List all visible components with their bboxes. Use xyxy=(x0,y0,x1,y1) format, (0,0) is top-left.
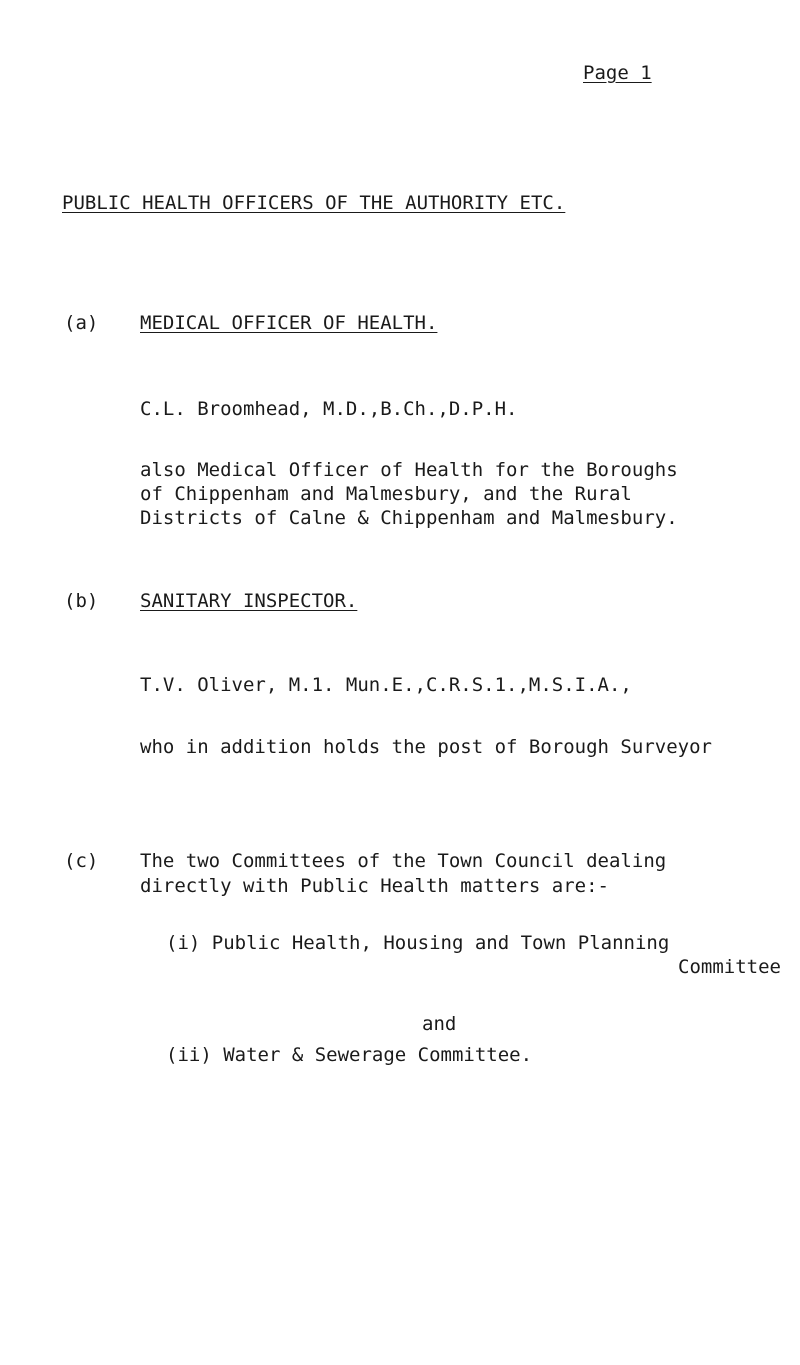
medical-officer-name: C.L. Broomhead, M.D.,B.Ch.,D.P.H. xyxy=(140,398,518,420)
committee-item-2: (ii) Water & Sewerage Committee. xyxy=(166,1044,533,1066)
medical-officer-line: also Medical Officer of Health for the Boroughs xyxy=(140,459,678,481)
document-title: PUBLIC HEALTH OFFICERS OF THE AUTHORITY ETC. xyxy=(62,192,566,214)
section-b-heading: SANITARY INSPECTOR. xyxy=(140,590,358,612)
medical-officer-line: Districts of Calne & Chippenham and Malmesbury. xyxy=(140,507,678,529)
page-number: Page 1 xyxy=(583,62,652,84)
committee-item-1-continued: Committee xyxy=(678,956,781,978)
committee-conjunction: and xyxy=(422,1013,457,1035)
section-a-label: (a) xyxy=(64,312,99,334)
committee-item-1: (i) Public Health, Housing and Town Planning xyxy=(166,932,670,954)
medical-officer-line: of Chippenham and Malmesbury, and the Rural xyxy=(140,483,632,505)
section-a-heading: MEDICAL OFFICER OF HEALTH. xyxy=(140,312,438,334)
sanitary-inspector-name: T.V. Oliver, M.1. Mun.E.,C.R.S.1.,M.S.I.A., xyxy=(140,674,632,696)
section-b-label: (b) xyxy=(64,590,99,612)
committees-line: The two Committees of the Town Council dealing xyxy=(140,850,667,872)
committees-line: directly with Public Health matters are:- xyxy=(140,875,609,897)
sanitary-inspector-note: who in addition holds the post of Borough Surveyor xyxy=(140,736,712,758)
section-c-label: (c) xyxy=(64,850,99,872)
